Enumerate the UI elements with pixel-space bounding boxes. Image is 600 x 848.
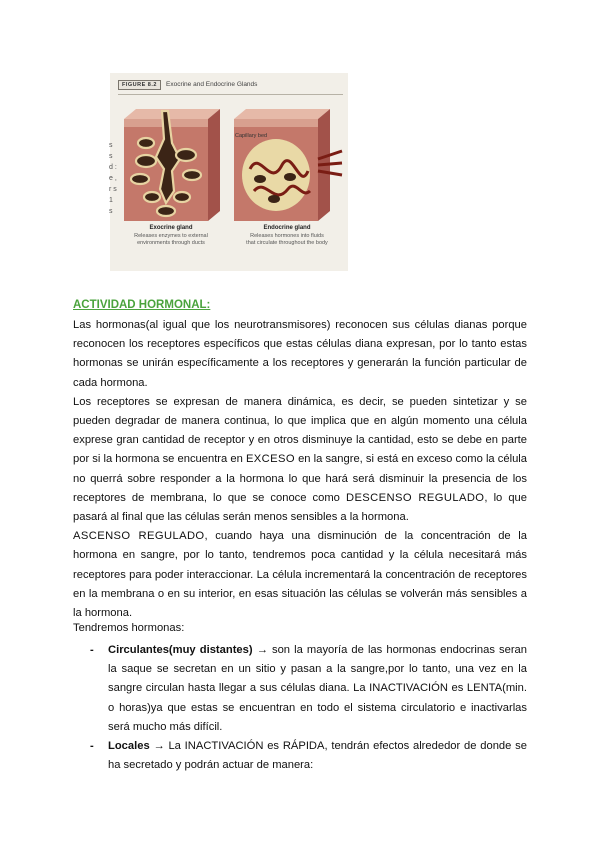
endocrine-caption bbox=[228, 225, 346, 248]
paragraph-2-part-1: Los receptores se expresan de manera dinámica, es decir, se pueden sintetizar y se pueden degradar de manera continua, lo que implica que en algún momento una célula exprese gran cantidad de receptor y en otros disminuye la cantidad, esto se debe en parte por si la hormona se encuentra en bbox=[73, 395, 527, 466]
endocrine-gland-illustration bbox=[230, 99, 344, 224]
figure-header bbox=[118, 80, 343, 95]
endocrine-caption-title: Endocrine gland bbox=[263, 225, 311, 231]
exocrine-caption-desc-2: environments through ducts bbox=[137, 240, 205, 246]
hormone-types-list bbox=[90, 641, 527, 775]
endocrine-caption-desc-2: that circulate throughout the body bbox=[246, 240, 328, 246]
exocrine-caption-title: Exocrine gland bbox=[149, 225, 193, 231]
exocrine-caption bbox=[116, 225, 226, 248]
list-item-text: → son la mayoría de las hormonas endocrinas seran la saque se secretan en un sitio y pasan a la sangre,por lo tanto, una vez en la sangre circulan hasta llegar a sus células diana. La INACTIVACIÓN es LENTA(min. o horas)ya que estas se encuentran en todo el sistema circulatorio e inactivarlas será mucho más difícil. bbox=[108, 644, 527, 733]
list-item bbox=[90, 737, 527, 775]
figure-tag: FIGURE 8.2 bbox=[118, 80, 161, 90]
paragraph-2-part-3: , lo que pasará al final que las células serán menos sensibles a la hormona. bbox=[73, 491, 528, 524]
list-item-title: Circulantes(muy distantes) bbox=[108, 644, 253, 656]
section-heading: ACTIVIDAD HORMONAL: bbox=[73, 299, 211, 311]
exocrine-caption-desc-1: Releases enzymes to external bbox=[134, 232, 208, 239]
paragraph-2 bbox=[73, 393, 527, 527]
list-item-text: → La INACTIVACIÓN es RÁPIDA, tendrán efectos alrededor de donde se ha secretado y podrán actuar de manera: bbox=[108, 740, 527, 772]
margin-letters: s s d : e , r s 1 s bbox=[109, 142, 117, 215]
list-bullet: - bbox=[90, 740, 94, 753]
list-item bbox=[90, 641, 527, 737]
paragraph-3-rest: , cuando haya una disminución de la concentración de la hormona en sangre, por lo tanto, tendremos poca cantidad y la célula necesitará más receptores para poder interaccionar. La célula incrementará la concentración de receptores en la membrana o en su interior, en esas situación las células se volverán más sensibles a la hormona. bbox=[73, 530, 527, 620]
exceso-term: EXCESO bbox=[245, 453, 295, 466]
exocrine-gland-illustration bbox=[116, 99, 228, 224]
list-item-title: Locales bbox=[108, 740, 150, 753]
body-text bbox=[73, 316, 527, 623]
paragraph-2-part-2: en la sangre, si está en exceso como la célula no querrá sobre responder a la hormona lo que hará será disminuir la presencia de los receptores de membrana, lo que se conoce como bbox=[73, 453, 527, 504]
capillary-bed-label: Capillary bed bbox=[235, 133, 268, 139]
paragraph-1: Las hormonas(al igual que los neurotransmisores) reconocen sus células dianas porque reconocen los receptores específicos que estas células diana expresan, por lo tanto estas hormonas se unirán específicamente a los receptores y generarán la función particular de cada hormona. bbox=[73, 319, 527, 389]
endocrine-caption-desc-1: Releases hormones into fluids bbox=[250, 232, 324, 239]
paragraph-3 bbox=[73, 527, 527, 623]
list-intro: Tendremos hormonas: bbox=[73, 622, 185, 634]
gland-figure bbox=[110, 73, 348, 271]
figure-title: Exocrine and Endocrine Glands bbox=[166, 81, 258, 88]
ascenso-regulado-term: ASCENSO REGULADO bbox=[73, 530, 205, 543]
list-bullet: - bbox=[90, 644, 94, 656]
descenso-regulado-term: DESCENSO REGULADO bbox=[345, 491, 485, 504]
